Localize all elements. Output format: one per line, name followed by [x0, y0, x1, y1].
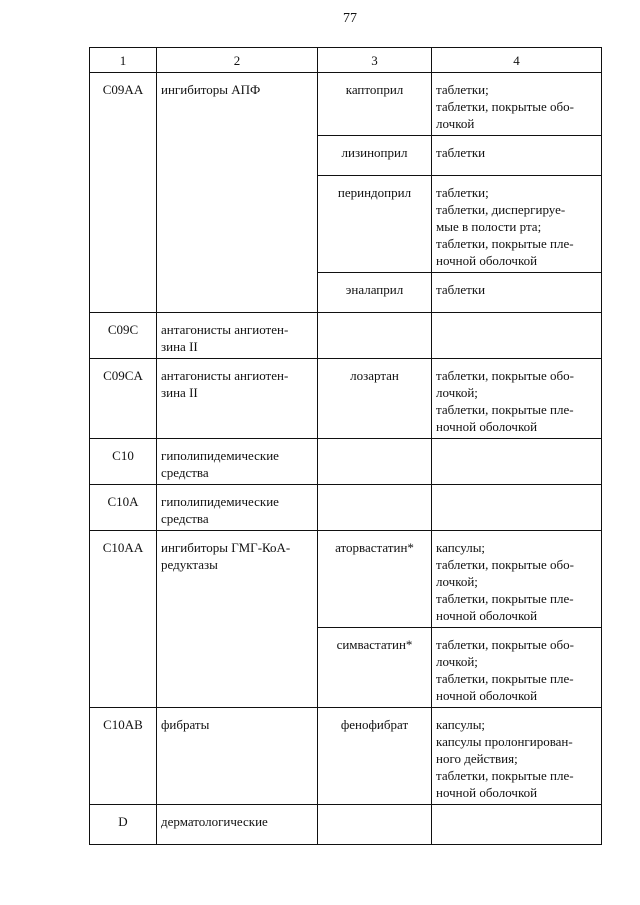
drug-name-cell: эналаприл	[318, 273, 432, 313]
dosage-form-line: таблетки, покрытые пле-	[436, 671, 574, 686]
table-body	[90, 73, 602, 845]
table-row	[90, 708, 602, 805]
dosage-form-line: капсулы пролонгирован-	[436, 734, 573, 749]
drug-name-cell: фенофибрат	[318, 708, 432, 805]
dosage-form-cell	[432, 176, 602, 273]
dosage-form-line: таблетки, покрытые пле-	[436, 402, 574, 417]
dosage-form-cell	[432, 313, 602, 359]
atc-code-cell: C10	[90, 439, 157, 485]
dosage-form-line: мые в полости рта;	[436, 219, 542, 234]
atc-code-cell: C10A	[90, 485, 157, 531]
atc-code-cell: C09C	[90, 313, 157, 359]
atc-code-cell: D	[90, 805, 157, 845]
dosage-form-line: таблетки, покрытые обо-	[436, 99, 574, 114]
table-row	[90, 531, 602, 628]
dosage-form-line: ночной оболочкой	[436, 688, 538, 703]
group-name-cell	[157, 73, 318, 313]
dosage-form-cell	[432, 136, 602, 176]
group-name-cell	[157, 359, 318, 439]
dosage-form-cell	[432, 708, 602, 805]
dosage-form-line: таблетки;	[436, 185, 489, 200]
dosage-form-cell	[432, 628, 602, 708]
group-name-line: гиполипидемические	[161, 494, 279, 509]
group-name-line: антагонисты ангиотен-	[161, 368, 289, 383]
table-row	[90, 485, 602, 531]
group-name-line: дерматологические	[161, 814, 268, 829]
dosage-form-line: таблетки, покрытые обо-	[436, 368, 574, 383]
column-header-3: 3	[318, 48, 432, 73]
dosage-form-line: лочкой;	[436, 385, 478, 400]
dosage-form-line: ночной оболочкой	[436, 253, 538, 268]
group-name-cell	[157, 439, 318, 485]
table-row	[90, 313, 602, 359]
drug-name-cell	[318, 485, 432, 531]
dosage-form-line: таблетки, покрытые пле-	[436, 768, 574, 783]
dosage-form-line: таблетки, диспергируе-	[436, 202, 566, 217]
group-name-cell	[157, 708, 318, 805]
dosage-form-line: таблетки, покрытые обо-	[436, 557, 574, 572]
dosage-form-cell	[432, 805, 602, 845]
drug-name-cell	[318, 439, 432, 485]
group-name-line: фибраты	[161, 717, 210, 732]
drug-name-cell: аторвастатин*	[318, 531, 432, 628]
atc-code-cell: C09CA	[90, 359, 157, 439]
dosage-form-cell	[432, 359, 602, 439]
dosage-form-cell	[432, 485, 602, 531]
drug-name-cell: лизиноприл	[318, 136, 432, 176]
drug-name-cell: каптоприл	[318, 73, 432, 136]
dosage-form-line: ного действия;	[436, 751, 518, 766]
table-row	[90, 439, 602, 485]
atc-code-cell: C10AA	[90, 531, 157, 708]
drug-name-cell	[318, 805, 432, 845]
dosage-form-line: лочкой	[436, 116, 475, 131]
table-row	[90, 359, 602, 439]
dosage-form-line: таблетки	[436, 282, 486, 297]
dosage-form-line: таблетки, покрытые пле-	[436, 236, 574, 251]
atc-code-cell: C10AB	[90, 708, 157, 805]
dosage-form-cell	[432, 273, 602, 313]
dosage-form-line: капсулы;	[436, 540, 486, 555]
group-name-line: средства	[161, 511, 209, 526]
group-name-line: ингибиторы АПФ	[161, 82, 261, 97]
group-name-line: зина II	[161, 339, 198, 354]
group-name-cell	[157, 313, 318, 359]
drug-name-cell: лозартан	[318, 359, 432, 439]
medication-table	[89, 47, 602, 845]
group-name-cell	[157, 531, 318, 708]
dosage-form-line: лочкой;	[436, 574, 478, 589]
dosage-form-cell	[432, 531, 602, 628]
group-name-line: зина II	[161, 385, 198, 400]
dosage-form-line: ночной оболочкой	[436, 608, 538, 623]
table-row	[90, 805, 602, 845]
drug-name-cell	[318, 313, 432, 359]
dosage-form-line: таблетки;	[436, 82, 489, 97]
table-row	[90, 73, 602, 136]
column-header-4: 4	[432, 48, 602, 73]
dosage-form-cell	[432, 439, 602, 485]
atc-code-cell: C09AA	[90, 73, 157, 313]
group-name-line: гиполипидемические	[161, 448, 279, 463]
dosage-form-line: ночной оболочкой	[436, 785, 538, 800]
group-name-line: редуктазы	[161, 557, 218, 572]
group-name-cell	[157, 805, 318, 845]
drug-name-cell: периндоприл	[318, 176, 432, 273]
dosage-form-line: капсулы;	[436, 717, 486, 732]
page-number: 77	[343, 11, 357, 26]
drug-name-cell: симвастатин*	[318, 628, 432, 708]
dosage-form-line: таблетки, покрытые пле-	[436, 591, 574, 606]
header-row	[90, 48, 602, 73]
column-header-1: 1	[90, 48, 157, 73]
group-name-cell	[157, 485, 318, 531]
dosage-form-line: лочкой;	[436, 654, 478, 669]
dosage-form-line: таблетки, покрытые обо-	[436, 637, 574, 652]
group-name-line: антагонисты ангиотен-	[161, 322, 289, 337]
dosage-form-line: ночной оболочкой	[436, 419, 538, 434]
dosage-form-line: таблетки	[436, 145, 486, 160]
group-name-line: средства	[161, 465, 209, 480]
group-name-line: ингибиторы ГМГ-КоА-	[161, 540, 291, 555]
dosage-form-cell	[432, 73, 602, 136]
column-header-2: 2	[157, 48, 318, 73]
